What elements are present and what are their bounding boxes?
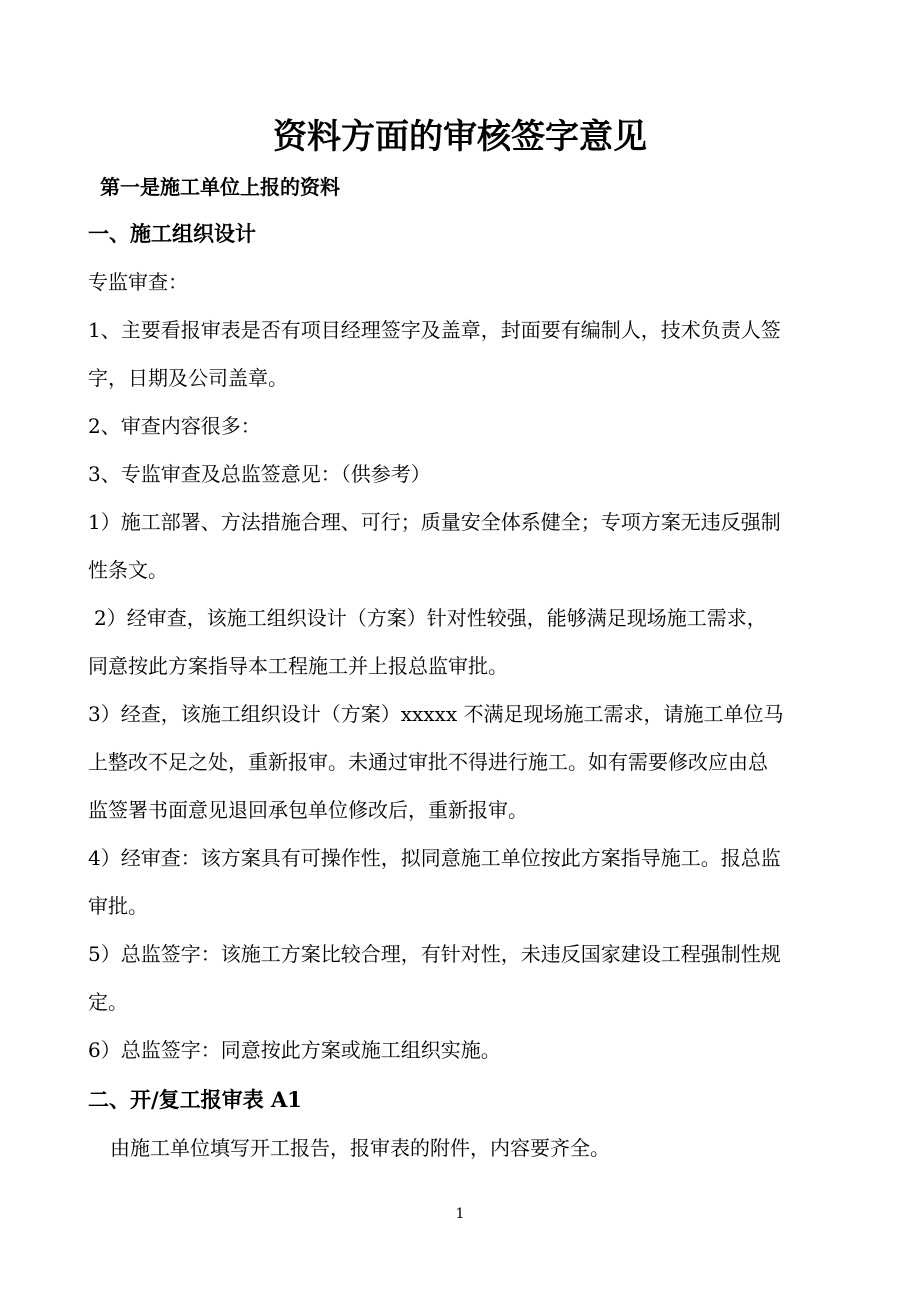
page-number: 1 — [455, 1206, 465, 1222]
opinion3-line2: 上整改不足之处，重新报审。未通过审批不得进行施工。如有需要修改应由总 — [88, 750, 768, 774]
section1-heading: 一、施工组织设计 — [88, 221, 256, 246]
opinion2-line2: 同意按此方案指导本工程施工并上报总监审批。 — [88, 654, 508, 678]
section2-heading: 二、开/复工报审表 A1 — [88, 1087, 302, 1112]
opinion1-line1: 1）施工部署、方法措施合理、可行；质量安全体系健全；专项方案无违反强制 — [88, 510, 781, 534]
opinion6: 6）总监签字：同意按此方案或施工组织实施。 — [88, 1038, 501, 1062]
section1-subheading: 专监审查： — [88, 270, 188, 294]
opinion2-line1: 2）经审查，该施工组织设计（方案）针对性较强，能够满足现场施工需求， — [94, 606, 767, 630]
opinion3-line1: 3）经查，该施工组织设计（方案）xxxxx 不满足现场施工需求，请施工单位马 — [88, 702, 784, 726]
item1-line2: 字，日期及公司盖章。 — [88, 366, 288, 390]
section2-body: 由施工单位填写开工报告，报审表的附件，内容要齐全。 — [110, 1136, 610, 1160]
opinion5-line2: 定。 — [88, 990, 128, 1014]
opinion5-line1: 5）总监签字：该施工方案比较合理，有针对性，未违反国家建设工程强制性规 — [88, 942, 781, 966]
opinion4-line1: 4）经审查：该方案具有可操作性，拟同意施工单位按此方案指导施工。报总监 — [88, 846, 781, 870]
opinion3-line3: 监签署书面意见退回承包单位修改后，重新报审。 — [88, 798, 528, 822]
item2: 2、审查内容很多： — [88, 414, 261, 438]
document-title: 资料方面的审核签字意见 — [273, 117, 647, 157]
part-heading: 第一是施工单位上报的资料 — [100, 175, 340, 199]
opinion1-line2: 性条文。 — [88, 558, 168, 582]
item1-line1: 1、主要看报审表是否有项目经理签字及盖章，封面要有编制人，技术负责人签 — [88, 318, 781, 342]
item3: 3、专监审查及总监签意见：（供参考） — [88, 462, 431, 486]
opinion4-line2: 审批。 — [88, 894, 148, 918]
